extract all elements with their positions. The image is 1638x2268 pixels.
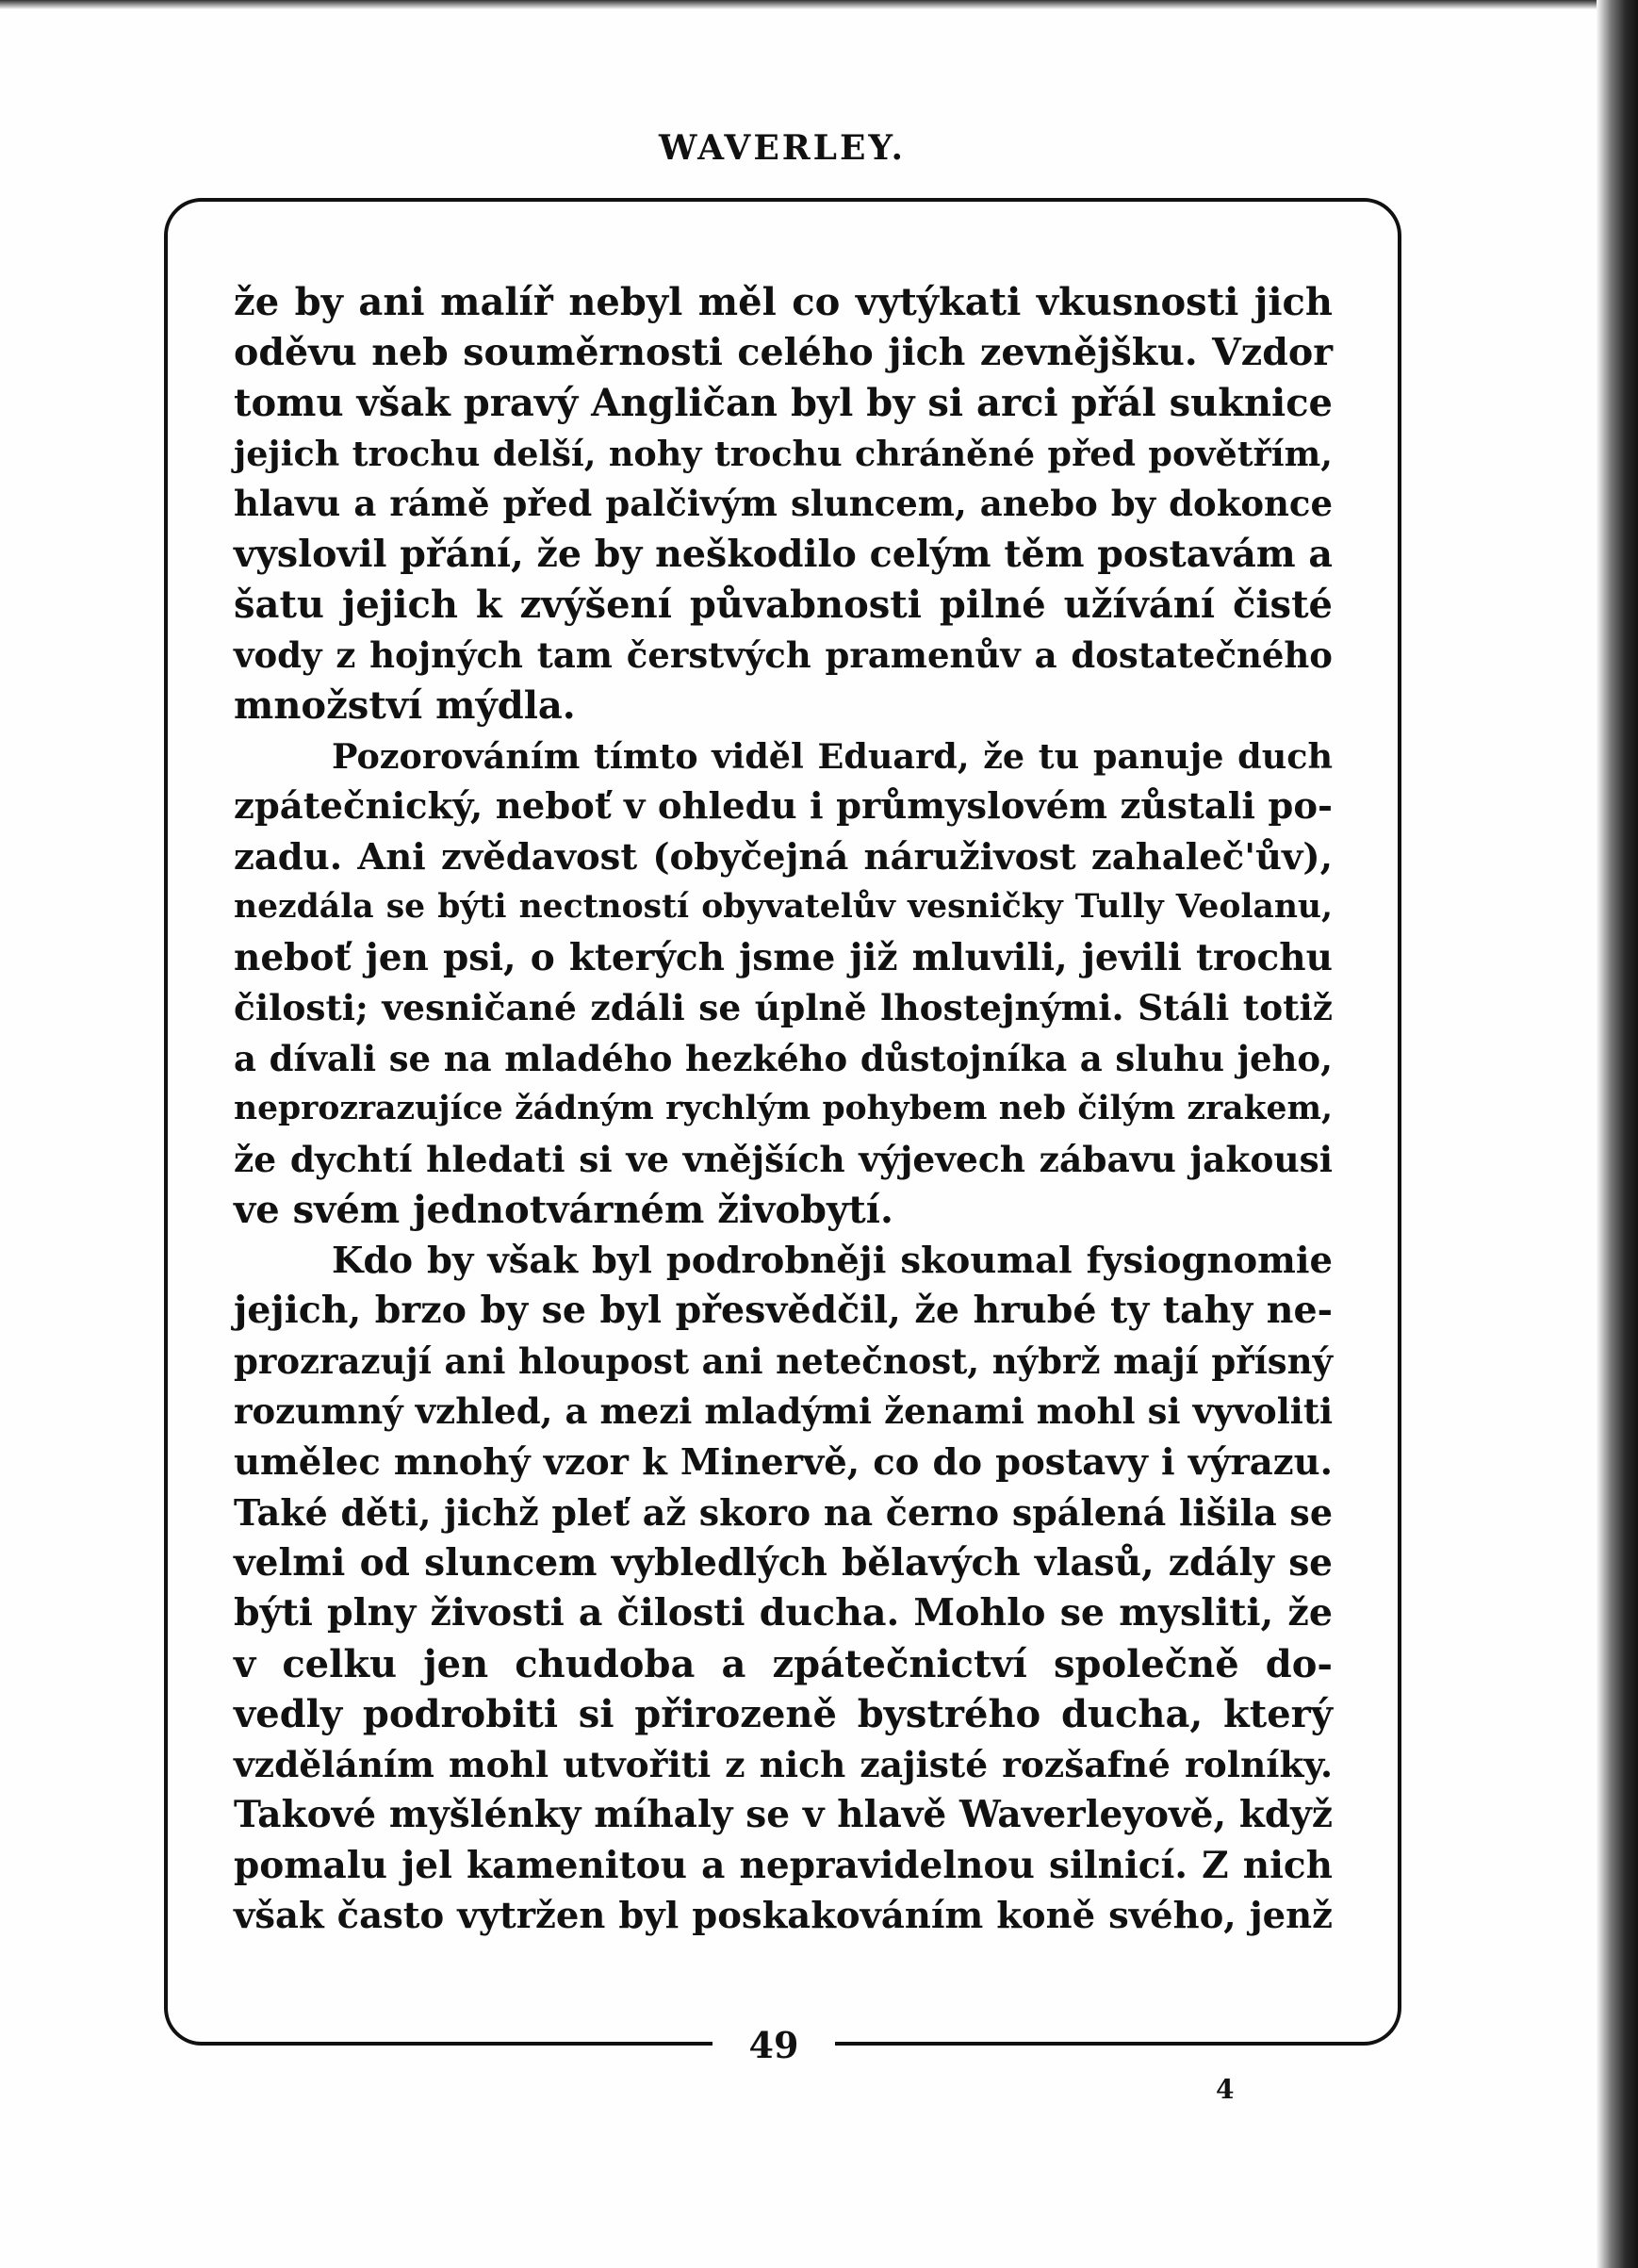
text-line: nezdála se býti nectností obyvatelův vesničky Tully Veolanu, — [234, 888, 1333, 926]
text-line: Kdo by však byl podrobněji skoumal fysiognomie — [332, 1239, 1333, 1282]
text-line: rozumný vzhled, a mezi mladými ženami mohl si vyvoliti — [234, 1390, 1333, 1432]
text-line: vyslovil přání, že by neškodilo celým těm postavám a — [234, 532, 1333, 576]
text-line: v celku jen chudoba a zpátečnictví společně do- — [234, 1641, 1333, 1686]
text-line: hlavu a rámě před palčivým sluncem, anebo by dokonce — [234, 483, 1333, 524]
text-line: Takové myšlénky míhaly se v hlavě Waverleyově, když — [234, 1793, 1333, 1836]
text-line: jejich trochu delší, nohy trochu chráněné před povětřím, — [234, 433, 1333, 474]
text-line: tomu však pravý Angličan byl by si arci přál suknice — [234, 381, 1333, 425]
page-number: 49 — [748, 2024, 799, 2066]
text-line: ve svém jednotvárném živobytí. — [234, 1188, 893, 1232]
text-line: čilosti; vesničané zdáli se úplně lhostejnými. Stáli totiž — [234, 987, 1333, 1028]
text-line: zadu. Ani zvědavost (obyčejná náruživost zahaleč'ův), — [234, 835, 1333, 879]
text-line: oděvu neb souměrnosti celého jich zevnějšku. Vzdor — [234, 330, 1333, 374]
text-line: umělec mnohý vzor k Minervě, co do postavy i výrazu. — [234, 1440, 1333, 1484]
text-line: a dívali se na mladého hezkého důstojníka a sluhu jeho, — [234, 1037, 1333, 1079]
running-title: WAVERLEY. — [658, 128, 907, 168]
printer-signature-mark: 4 — [1216, 2074, 1235, 2105]
text-line: neboť jen psi, o kterých jsme již mluvili, jevili trochu — [234, 935, 1333, 979]
text-line: vzděláním mohl utvořiti z nich zajisté rozšafné rolníky. — [234, 1743, 1333, 1785]
text-line: šatu jejich k zvýšení půvabnosti pilné užívání čisté — [234, 583, 1333, 627]
text-line: zpátečnický, neboť v ohledu i průmyslovém zůstali po- — [234, 785, 1333, 828]
text-line: že by ani malíř nebyl měl co vytýkati vkusnosti jich — [234, 280, 1333, 324]
text-line: vody z hojných tam čerstvých pramenův a dostatečného — [234, 633, 1333, 676]
text-line: neprozrazujíce žádným rychlým pohybem neb čilým zrakem, — [234, 1090, 1333, 1127]
text-line: pomalu jel kamenitou a nepravidelnou silnicí. Z nich — [234, 1843, 1333, 1887]
text-line: býti plny živosti a čilosti ducha. Mohlo se mysliti, že — [234, 1591, 1333, 1635]
page-top-edge — [0, 0, 1638, 9]
text-line: jejich, brzo by se byl přesvědčil, že hrubé ty tahy ne- — [234, 1289, 1333, 1332]
page-binding-edge — [1597, 0, 1638, 2268]
text-line: vedly podrobiti si přirozeně bystrého ducha, který — [234, 1692, 1333, 1736]
text-line: prozrazují ani hloupost ani netečnost, nýbrž mají přísný — [234, 1339, 1333, 1382]
text-line: velmi od sluncem vybledlých bělavých vlasů, zdály se — [234, 1540, 1333, 1585]
text-line: Také děti, jichž pleť až skoro na černo spálená lišila se — [234, 1491, 1333, 1534]
text-line: že dychtí hledati si ve vnějších výjevech zábavu jakousi — [234, 1138, 1333, 1180]
text-line: Pozorováním tímto viděl Eduard, že tu panuje duch — [332, 735, 1333, 777]
body-text — [234, 277, 1333, 1942]
text-line: množství mýdla. — [234, 683, 576, 728]
text-line: však často vytržen byl poskakováním koně svého, jenž — [234, 1895, 1333, 1937]
